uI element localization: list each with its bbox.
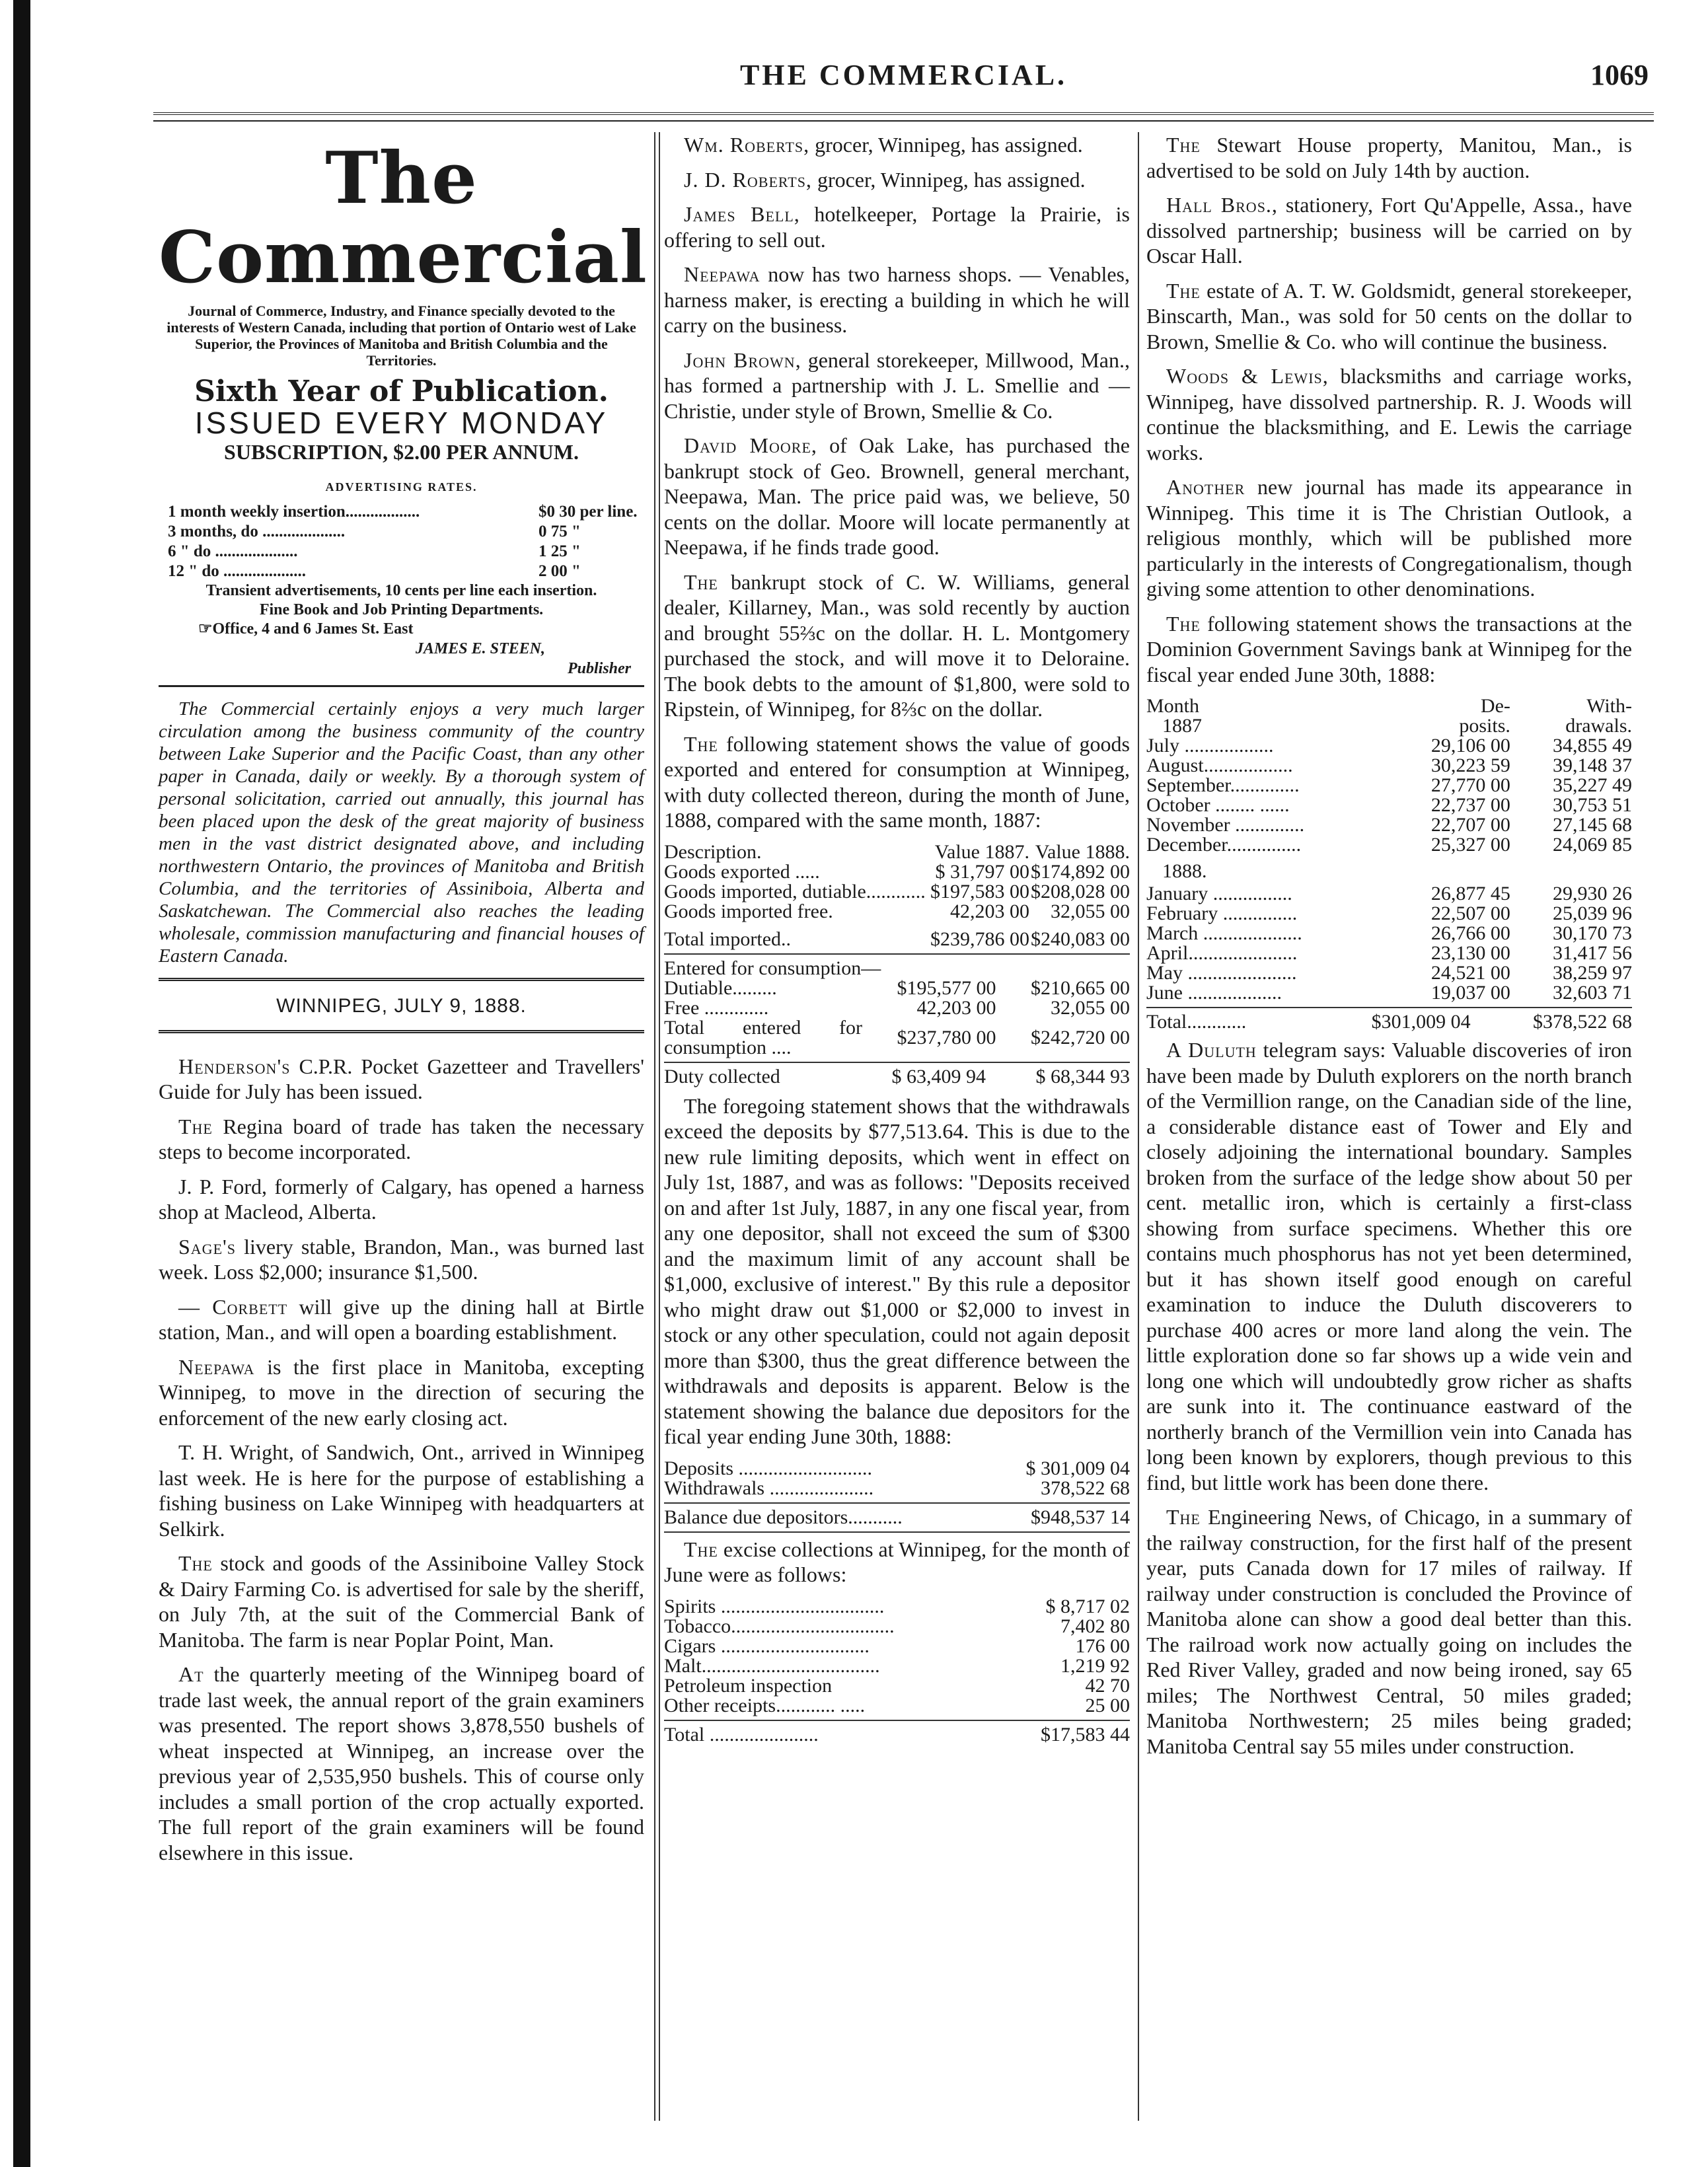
- issued-line: ISSUED EVERY MONDAY: [194, 405, 609, 440]
- news-item: David Moore, of Oak Lake, has purchased the bankrupt stock of Geo. Brownell, general merchant, Neepawa, Man. The price paid was, we believe, 50 cents on the dollar. Moore will locate permanently at Neepawa, if he finds trade good.: [664, 433, 1130, 559]
- divider: [1146, 1007, 1632, 1008]
- publisher-name: JAMES E. STEEN,: [415, 640, 545, 657]
- news-item: A Duluth telegram says: Valuable discoveries of iron have been made by Duluth explorers on the north branch of the Vermillion range, on the Canadian side of the line, a considerable distance east of Tower and Ely and closely adjoining the international boundary. Samples broken from the surface of the ledge show about 50 per cent. metallic iron, which is certainly a first-class showing from surface specimens. Whether this ore contains much phosphorus has not yet been determined, but it has shown itself good enough on careful examination to induce the Duluth discoverers to purchase 400 acres or more land along the vein. The little exploration done so far shows up a wide vein and long one which will undoubtedly grow richer as shafts are sunk into it. The continuance eastward of the northerly branch of the Vermillion vein into Canada has long been known by explorers, though previous to this find, but little work has been done there.: [1146, 1038, 1633, 1494]
- table-row: October ........ ...... 22,737 00 30,753 51: [1146, 794, 1632, 816]
- table-subheading: 1888.: [1162, 860, 1207, 882]
- table-row: Goods imported free. 42,203 00 32,055 00: [664, 900, 1130, 922]
- table-total-row: Duty collected $ 63,409 94 $ 68,344 93: [664, 1065, 1130, 1087]
- news-item: James Bell, hotelkeeper, Portage la Prairie, is offering to sell out.: [664, 202, 1130, 252]
- news-item: The stock and goods of the Assiniboine Valley Stock & Dairy Farming Co. is advertised for sale by the sheriff, on July 7th, at the suit of the Commercial Bank of Manitoba. The farm is near Poplar Point, Man.: [159, 1551, 644, 1652]
- customs-table: [664, 842, 1130, 949]
- table-row: Free ............. 42,203 00 32,055 00: [664, 996, 1130, 1019]
- news-item: J. P. Ford, formerly of Calgary, has opened a harness shop at Macleod, Alberta.: [159, 1174, 644, 1224]
- table-row: March .................... 26,766 00 30,170 73: [1146, 922, 1632, 944]
- table-row: Other receipts............ ..... 25 00: [664, 1694, 1130, 1716]
- table-row: Cigars .............................. 176 00: [664, 1634, 1130, 1657]
- table-total-row: Total ...................... $17,583 44: [664, 1723, 1130, 1745]
- table-row: November .............. 22,707 00 27,145 68: [1146, 814, 1632, 836]
- rate-value: $0 30 per line.: [538, 503, 638, 521]
- column-3: [1146, 132, 1632, 1768]
- rate-row: [159, 502, 644, 522]
- news-item: — Corbett will give up the dining hall at Birtle station, Man., and will open a boarding establishment.: [159, 1294, 644, 1344]
- table-total-row: Total............ $301,009 04 $378,522 68: [1146, 1011, 1632, 1033]
- table-row: September.............. 27,770 00 35,227 49: [1146, 774, 1632, 796]
- publisher-title: Publisher: [567, 660, 631, 677]
- savings-table: [1146, 696, 1632, 1003]
- rate-label: 1 month weekly insertion..................: [168, 503, 420, 521]
- header-rule-thin: [153, 120, 1654, 122]
- table-subheading: Entered for consumption—: [664, 957, 881, 979]
- table-row: Tobacco................................. 7,402 80: [664, 1615, 1130, 1637]
- running-header: [152, 58, 1655, 104]
- table-total-row: Total imported.. $239,786 00 $240,083 00: [664, 928, 1130, 950]
- table-row: February ............... 22,507 00 25,039 96: [1146, 902, 1632, 924]
- news-item: The Stewart House property, Manitou, Man., is advertised to be sold on July 14th by auction.: [1146, 133, 1632, 182]
- publication-year: Sixth Year of Publication.: [194, 375, 609, 408]
- table-header-row: 1887 posits. drawals.: [1162, 715, 1632, 737]
- divider: [159, 685, 644, 687]
- news-item: The following statement shows the value of goods exported and entered for consumption at Winnipeg, with duty collected thereon, during the month of June, 1888, compared with the same month, 1887:: [664, 731, 1130, 832]
- table-row: Goods imported, dutiable............ $197,583 00 $208,028 00: [664, 880, 1130, 902]
- table-row: December............... 25,327 00 24,069 85: [1146, 834, 1632, 856]
- running-title: THE COMMERCIAL.: [739, 59, 1068, 91]
- divider: [664, 953, 1130, 955]
- table-row: May ...................... 24,521 00 38,259 97: [1146, 962, 1632, 984]
- masthead-subtitle: Journal of Commerce, Industry, and Finance specially devoted to the interests of Western Canada, including that portion of Ontario west of Lake Superior, the Provinces of Manitoba and British Columbia and the Territories.: [167, 303, 636, 369]
- rate-value: 1 25 ": [538, 542, 581, 560]
- news-item: The estate of A. T. W. Goldsmidt, general storekeeper, Binscarth, Man., was sold for 50 cents on the dollar to Brown, Smellie & Co. who will continue the business.: [1146, 278, 1632, 353]
- consumption-table: [664, 959, 1130, 1058]
- divider: [159, 978, 644, 983]
- rate-label: 12 " do ....................: [168, 562, 307, 580]
- news-item: Neepawa is the first place in Manitoba, excepting Winnipeg, to move in the direction of securing the enforcement of the new early closing act.: [159, 1354, 644, 1430]
- circulation-blurb: The Commercial certainly enjoys a very much larger circulation among the business community of the country between Lake Superior and the Pacific Coast, than any other paper in Canada, daily or weekly. By a thorough system of personal solicitation, carried out annually, this journal has been placed upon the desk of the great majority of business men in the vast district designated above, and including northwestern Ontario, the provinces of Manitoba and British Columbia, and the territories of Assiniboia, Alberta and Saskatchewan. The Commercial also reaches the leading wholesale, commission manufacturing and financial houses of Eastern Canada.: [159, 698, 644, 967]
- column-rule: [654, 132, 655, 2121]
- rates-heading: ADVERTISING RATES.: [325, 480, 478, 494]
- news-item: Woods & Lewis, blacksmiths and carriage works, Winnipeg, have dissolved partnership. R. J. Woods will continue the blacksmithing, and E. Lewis the carriage works.: [1146, 364, 1632, 464]
- news-item: J. D. Roberts, grocer, Winnipeg, has assigned.: [684, 167, 1086, 192]
- page-number: 1069: [1590, 59, 1649, 91]
- excise-table: [664, 1597, 1130, 1716]
- table-total-row: Balance due depositors........... $948,537 14: [664, 1506, 1130, 1528]
- printing-note: Fine Book and Job Printing Departments.: [259, 601, 544, 618]
- header-rule: [153, 112, 1654, 115]
- rate-value: 2 00 ": [538, 562, 581, 580]
- excise-total: [664, 1725, 1130, 1745]
- transient-note: Transient advertisements, 10 cents per line each insertion.: [205, 582, 597, 599]
- rate-value: 0 75 ": [538, 523, 581, 540]
- table-row: January ................ 26,877 45 29,930 26: [1146, 883, 1632, 904]
- column-rule: [1138, 132, 1139, 2121]
- column-1: [159, 132, 648, 1874]
- table-row: Total entered for consumption .... $237,780 00 $242,720 00: [664, 1016, 1130, 1058]
- rate-label: 3 months, do ....................: [168, 523, 346, 540]
- news-item: Sage's livery stable, Brandon, Man., was burned last week. Loss $2,000; insurance $1,500.: [159, 1234, 644, 1284]
- news-item: John Brown, general storekeeper, Millwood, Man., has formed a partnership with J. L. Smellie and — Christie, under style of Brown, Smellie & Co.: [664, 348, 1130, 423]
- divider: [664, 1062, 1130, 1063]
- news-item: Neepawa now has two harness shops. — Venables, harness maker, is erecting a building in which he will carry on the business.: [664, 262, 1130, 337]
- divider: [664, 1502, 1130, 1504]
- dateline: WINNIPEG, JULY 9, 1888.: [276, 995, 527, 1017]
- column-header: Description.: [664, 840, 762, 863]
- news-item: Wm. Roberts, grocer, Winnipeg, has assigned.: [684, 133, 1083, 157]
- news-item: The Regina board of trade has taken the necessary steps to become incorporated.: [159, 1114, 644, 1163]
- divider: [664, 1531, 1130, 1533]
- news-item: At the quarterly meeting of the Winnipeg board of trade last week, the annual report of the grain examiners was presented. The report shows 3,878,550 bushels of wheat inspected at Winnipeg, an increase over the previous year of 2,535,950 bushels. This of course only includes a small portion of the crop actually exported. The full report of the grain examiners will be found elsewhere in this issue.: [159, 1662, 644, 1864]
- savings-total: [1146, 1012, 1632, 1032]
- news-item: The bankrupt stock of C. W. Williams, general dealer, Killarney, Man., was sold recently by auction and brought 55⅔c on the dollar. H. L. Montgomery purchased the stock, and will move it to Deloraine. The book debts to the amount of $1,800, were sold to Ripstein, of Winnipeg, for 8⅔c on the dollar.: [664, 569, 1130, 721]
- table-row: Withdrawals ..................... 378,522 68: [664, 1477, 1130, 1499]
- savings-explanation: The foregoing statement shows that the withdrawals exceed the deposits by $77,513.64. This is due to the new rule limiting deposits, which went in effect on July 1st, 1887, and was as follows: "Deposits received on and after 1st July, 1887, in any one fiscal year, from any one depositor, shall not exceed the sum of $300 and the maximum limit of any account shall be $1,000, exclusive of interest." By this rule a depositor who might draw out $1,000 or $2,000 to invest in stock or any other speculation, could not again deposit more than $300, thus the great difference between the withdrawals and deposits is apparent. Below is the statement showing the balance due depositors for the fical year ending June 30th, 1888:: [664, 1093, 1130, 1448]
- table-row: July .................. 29,106 00 34,855 49: [1146, 735, 1632, 756]
- binding-edge: [13, 0, 30, 2167]
- table-row: Petroleum inspection 42 70: [664, 1674, 1130, 1697]
- divider: [159, 1030, 644, 1035]
- balance-table: [664, 1459, 1130, 1498]
- table-row: June ................... 19,037 00 32,603 71: [1146, 982, 1632, 1004]
- rate-row: [159, 542, 644, 562]
- table-row: Dutiable......... $195,577 00 $210,665 00: [664, 976, 1130, 999]
- office-address: ☞Office, 4 and 6 James St. East: [198, 620, 414, 638]
- table-row: August.................. 30,223 59 39,148 37: [1146, 754, 1632, 776]
- divider: [664, 1720, 1130, 1721]
- subscription-line: SUBSCRIPTION, $2.00 PER ANNUM.: [224, 440, 579, 464]
- news-item: The following statement shows the transactions at the Dominion Government Savings bank at Winnipeg for the fiscal year ended June 30th, 1888:: [1146, 611, 1632, 686]
- table-header-row: Month De- With-: [1146, 695, 1632, 717]
- duty-table: [664, 1067, 1130, 1087]
- news-item: The Engineering News, of Chicago, in a summary of the railway construction, for the first half of the present year, puts Canada down for 17 miles of railway. If railway under construction is concluded the Province of Manitoba alone can show a good deal better than this. The railroad work now actually going on includes the Red River Valley, graded and now being ironed, say 65 miles; The Northwest Central, 50 miles graded; Manitoba Northwestern; 25 miles being graded; Manitoba Central say 55 miles under construction.: [1146, 1505, 1632, 1758]
- column-2: [664, 132, 1130, 1745]
- rate-row: [159, 562, 644, 581]
- column-header: Value 1888.: [1035, 840, 1130, 863]
- masthead-title: The Commercial: [159, 137, 648, 299]
- table-row: Deposits ........................... $ 301,009 04: [664, 1457, 1130, 1479]
- rate-label: 6 " do ....................: [168, 542, 298, 560]
- rate-row: [159, 522, 644, 542]
- news-item: Hall Bros., stationery, Fort Qu'Appelle, Assa., have dissolved partnership; business will be carried on by Oscar Hall.: [1146, 193, 1633, 268]
- news-item: The excise collections at Winnipeg, for the month of June were as follows:: [664, 1537, 1130, 1586]
- news-item: Another new journal has made its appearance in Winnipeg. This time it is The Christian Outlook, a religious monthly, which will be published more particularly in the interests of Congregationalism, though giving some attention to other denominations.: [1146, 475, 1632, 601]
- table-row: Goods exported ..... $ 31,797 00 $174,892 00: [664, 860, 1130, 883]
- table-row: April...................... 23,130 00 31,417 56: [1146, 942, 1632, 964]
- news-item: T. H. Wright, of Sandwich, Ont., arrived in Winnipeg last week. He is here for the purpose of establishing a fishing business on Lake Winnipeg with headquarters at Selkirk.: [159, 1440, 644, 1541]
- table-row: Spirits ................................. $ 8,717 02: [664, 1595, 1130, 1617]
- column-rule: [659, 132, 660, 2121]
- table-header-row: [664, 842, 1130, 862]
- column-header: Value 1887.: [934, 840, 1029, 863]
- table-row: Malt.................................... 1,219 92: [664, 1654, 1130, 1677]
- rates-list: [159, 502, 644, 581]
- balance-total: [664, 1508, 1130, 1527]
- news-item: Henderson's C.P.R. Pocket Gazetteer and Travellers' Guide for July has been issued.: [159, 1054, 644, 1103]
